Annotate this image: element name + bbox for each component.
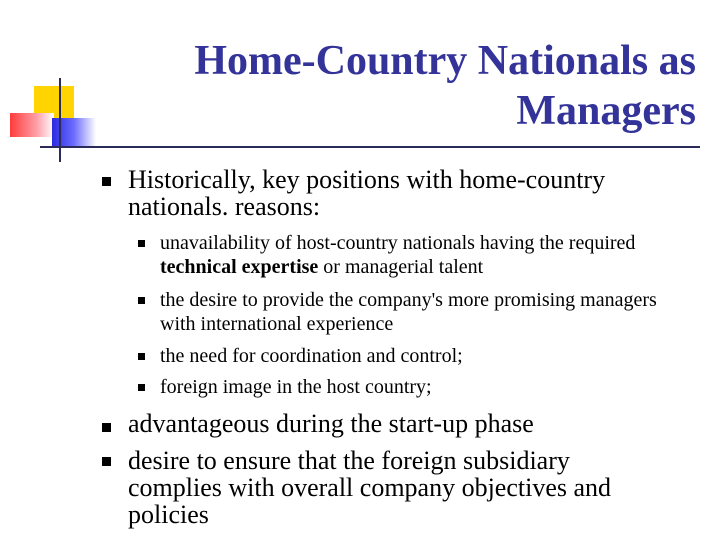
slide-title: Home-Country Nationals as Managers bbox=[194, 38, 696, 134]
sub-bullet-desire: the desire to provide the company's more promising managers with international experience bbox=[160, 289, 657, 335]
bullet-marker bbox=[102, 457, 111, 466]
sub-bullet-unavailability-text-1: unavailability of host-country nationals having the required bbox=[160, 232, 636, 254]
bullet-ensure-compliance: desire to ensure that the foreign subsidiary complies with overall company objectives and policies bbox=[128, 446, 612, 529]
sub-bullet-marker bbox=[138, 353, 145, 360]
title-underline bbox=[40, 146, 700, 148]
sub-bullet-marker bbox=[138, 297, 145, 304]
bullet-marker bbox=[102, 177, 111, 186]
bullet-marker bbox=[102, 423, 111, 432]
sub-bullet-unavailability-text-2: or managerial talent bbox=[318, 256, 484, 278]
slide-logo-decoration bbox=[0, 0, 110, 170]
sub-bullet-marker bbox=[138, 384, 145, 391]
bullet-advantageous: advantageous during the start-up phase bbox=[128, 409, 534, 438]
sub-bullet-unavailability bbox=[160, 231, 680, 279]
bullet-historically: Historically, key positions with home-country nationals. reasons: bbox=[128, 165, 606, 221]
sub-bullet-foreign-image: foreign image in the host country; bbox=[160, 376, 432, 398]
sub-bullet-marker bbox=[138, 240, 145, 247]
logo-red-bar bbox=[10, 113, 54, 137]
technical-expertise-emphasis: technical expertise bbox=[160, 256, 319, 278]
sub-bullet-coordination: the need for coordination and control; bbox=[160, 345, 463, 367]
logo-vertical-line bbox=[59, 78, 61, 162]
